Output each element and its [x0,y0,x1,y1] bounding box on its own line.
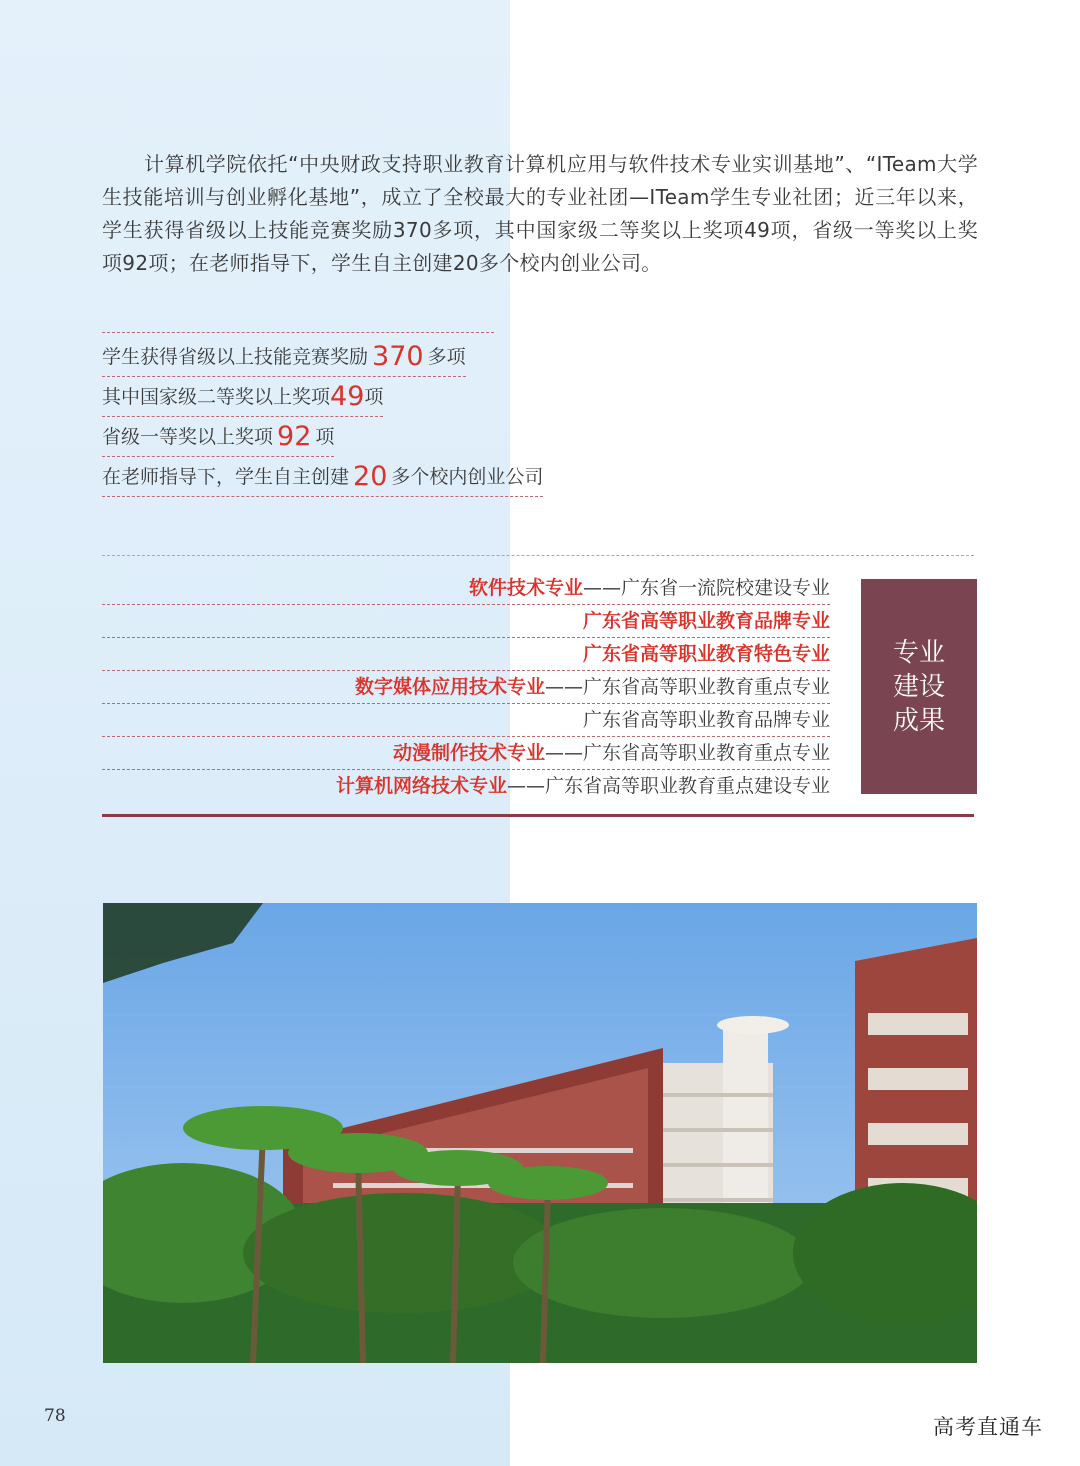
major-name: 广东省高等职业教育品牌专业 [582,610,830,632]
major-honor: ——广东省高等职业教育重点建设专业 [506,775,830,797]
stat-item [102,453,544,493]
major-name: 计算机网络技术专业 [335,775,507,797]
major-honor: ——广东省高等职业教育重点专业 [544,742,830,764]
stat-number: 92 [277,421,312,452]
major-row [102,737,830,770]
stat-number: 370 [372,341,424,372]
major-name: 动漫制作技术专业 [392,742,545,764]
major-honor: ——广东省高等职业教育重点专业 [544,676,830,698]
major-row [102,704,830,737]
intro-paragraph: 计算机学院依托“中央财政支持职业教育计算机应用与软件技术专业实训基地”、“ITeam大学生技能培训与创业孵化基地”，成立了全校最大的专业社团—ITeam学生专业社团；近三年以来，学生获得省级以上技能竞赛奖励370多项，其中国家级二等奖以上奖项49项，省级一等奖以上奖项92项；在老师指导下，学生自主创建20多个校内创业公司。 [102,152,978,275]
stat-item [102,333,494,373]
stat-text: 其中国家级二等奖以上奖项 [102,386,331,408]
major-row [102,671,830,704]
stat-unit: 项 [315,426,335,448]
major-honor: ——广东省一流院校建设专业 [582,577,830,599]
majors-box-line: 成果 [892,705,945,736]
major-name: 广东省高等职业教育特色专业 [582,643,830,665]
major-name: 数字媒体应用技术专业 [354,676,545,698]
majors-box-line: 专业 [892,637,945,668]
campus-photo [103,903,977,1363]
stat-item [102,413,494,453]
major-row [102,638,830,671]
major-honor: 广东省高等职业教育品牌专业 [582,709,830,731]
stat-text: 省级一等奖以上奖项 [102,426,274,448]
stats-list [102,332,544,493]
campus-photo-illustration [103,903,977,1363]
watermark: 高考直通车 [933,1415,1043,1439]
stat-text: 在老师指导下，学生自主创建 [102,466,350,488]
major-row [102,572,830,605]
major-row [102,605,830,638]
majors-bottom-divider [102,814,974,817]
stat-item [102,373,494,413]
stat-number: 49 [330,381,365,412]
majors-top-divider [102,555,974,556]
stat-unit: 项 [364,386,384,408]
majors-title-box [861,579,977,794]
stat-text: 学生获得省级以上技能竞赛奖励 [102,346,369,368]
stat-number: 20 [353,461,388,492]
major-name: 软件技术专业 [468,577,583,599]
page-number: 78 [44,1406,66,1426]
majors-box-line: 建设 [892,671,945,702]
major-row [102,770,830,803]
stat-unit: 多个校内创业公司 [391,466,544,488]
stat-unit: 多项 [427,346,466,368]
majors-list [102,572,830,803]
